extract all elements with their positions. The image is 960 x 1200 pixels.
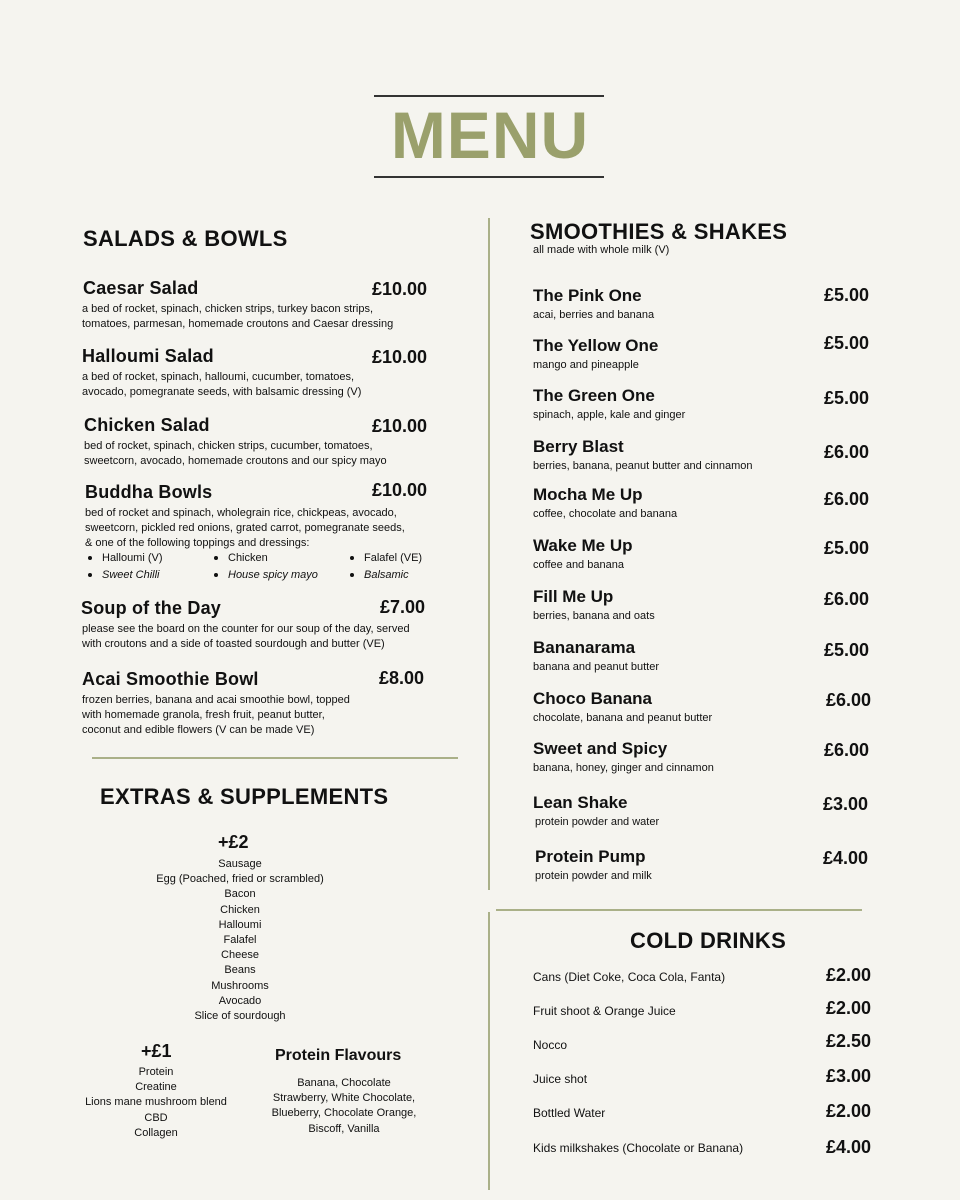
menu-item-halloumi-salad xyxy=(82,346,442,400)
buddha-options-col-1: Halloumi (V) Sweet Chilli xyxy=(88,550,163,584)
bullet-icon xyxy=(350,573,354,577)
smoothie-item: Mocha Me Up coffee, chocolate and banana £6.00 xyxy=(533,485,870,520)
extras-plus-one-list: Protein Creatine Lions mane mushroom blend CBD Collagen xyxy=(85,1066,227,1139)
bullet-icon xyxy=(214,556,218,560)
smoothie-item: Berry Blast berries, banana, peanut butter and cinnamon £6.00 xyxy=(533,437,870,472)
smoothie-price: £6.00 xyxy=(824,442,870,462)
column-divider xyxy=(488,218,490,890)
smoothie-item: Bananarama banana and peanut butter £5.00 xyxy=(533,638,870,673)
drink-price: £3.00 xyxy=(826,1066,872,1086)
drink-name: Fruit shoot & Orange Juice xyxy=(533,1004,676,1018)
item-name: Buddha Bowls xyxy=(85,482,213,502)
column-divider-lower xyxy=(488,912,490,1190)
page-title: MENU xyxy=(390,98,590,172)
item-price: £10.00 xyxy=(372,480,428,500)
smoothie-item: Lean Shake protein powder and water £3.00 xyxy=(533,793,869,828)
buddha-options-col-2: Chicken House spicy mayo xyxy=(214,550,318,584)
protein-flavours-list: Banana, Chocolate Strawberry, White Chocolate, Blueberry, Chocolate Orange, Biscoff, Vanilla xyxy=(271,1077,417,1135)
smoothie-price: £6.00 xyxy=(824,489,870,509)
smoothie-price: £3.00 xyxy=(823,794,869,814)
drink-price: £2.00 xyxy=(826,1101,872,1121)
smoothie-item: Wake Me Up coffee and banana £5.00 xyxy=(533,536,870,571)
extras-plus-one-price: +£1 xyxy=(141,1041,172,1061)
smoothie-price: £5.00 xyxy=(824,333,870,353)
drink-price: £2.00 xyxy=(826,965,872,985)
menu-item-buddha-bowls xyxy=(85,482,455,551)
smoothies-subheading: all made with whole milk (V) xyxy=(533,244,670,256)
protein-flavours-heading: Protein Flavours xyxy=(275,1047,402,1064)
salads-heading: SALADS & BOWLS xyxy=(83,226,288,251)
smoothie-item: The Yellow One mango and pineapple £5.00 xyxy=(533,333,870,371)
menu-item-soup-of-the-day xyxy=(81,598,461,652)
item-name: Halloumi Salad xyxy=(82,346,214,366)
item-description: a bed of rocket, spinach, halloumi, cucumber, tomatoes, avocado, pomegranate seeds, with balsamic dressing (V) xyxy=(82,371,362,398)
cold-drinks-heading: COLD DRINKS xyxy=(630,928,787,953)
item-description: frozen berries, banana and acai smoothie bowl, topped with homemade granola, fresh fruit, peanut butter, coconut and edible flowers (V can be made VE) xyxy=(82,694,350,736)
smoothie-price: £6.00 xyxy=(824,589,870,609)
drink-name: Kids milkshakes (Chocolate or Banana) xyxy=(533,1141,744,1155)
smoothie-item: Sweet and Spicy banana, honey, ginger and cinnamon £6.00 xyxy=(533,739,870,774)
item-name: Chicken Salad xyxy=(84,415,210,435)
item-description: bed of rocket, spinach, chicken strips, cucumber, tomatoes, sweetcorn, avocado, homemade croutons and our spicy mayo xyxy=(84,440,387,467)
item-name: Acai Smoothie Bowl xyxy=(82,669,259,689)
drink-name: Nocco xyxy=(533,1038,568,1052)
item-price: £10.00 xyxy=(372,279,428,299)
menu-item-caesar-salad xyxy=(82,278,442,332)
smoothie-price: £6.00 xyxy=(824,740,870,760)
item-price: £10.00 xyxy=(372,416,428,436)
smoothie-price: £4.00 xyxy=(823,848,869,868)
bullet-icon xyxy=(214,573,218,577)
title-bottom-rule xyxy=(374,176,604,178)
smoothie-price: £5.00 xyxy=(824,538,870,558)
drink-name: Juice shot xyxy=(533,1072,588,1086)
item-price: £8.00 xyxy=(379,668,425,688)
buddha-options-col-3: Falafel (VE) Balsamic xyxy=(350,550,422,584)
item-name: Caesar Salad xyxy=(83,278,199,298)
item-name: Soup of the Day xyxy=(81,598,222,618)
drink-price: £2.00 xyxy=(826,998,872,1018)
item-description: a bed of rocket, spinach, chicken strips, turkey bacon strips, tomatoes, parmesan, homemade croutons and Caesar dressing xyxy=(82,303,394,330)
item-price: £7.00 xyxy=(380,597,426,617)
menu-item-chicken-salad xyxy=(84,415,444,469)
drink-name: Cans (Diet Coke, Coca Cola, Fanta) xyxy=(533,970,726,984)
drink-price: £2.50 xyxy=(826,1031,872,1051)
smoothies-cold-divider xyxy=(496,909,862,911)
bullet-icon xyxy=(350,556,354,560)
item-price: £10.00 xyxy=(372,347,428,367)
salads-extras-divider xyxy=(92,757,458,759)
smoothies-heading: SMOOTHIES & SHAKES xyxy=(530,219,788,244)
bullet-icon xyxy=(88,556,92,560)
smoothie-item: The Pink One acai, berries and banana £5.00 xyxy=(533,285,870,321)
extras-plus-two-price: +£2 xyxy=(218,832,249,852)
smoothie-item: The Green One spinach, apple, kale and ginger £5.00 xyxy=(533,386,870,421)
menu-item-acai-smoothie-bowl xyxy=(82,669,462,738)
smoothie-price: £6.00 xyxy=(826,690,872,710)
smoothie-price: £5.00 xyxy=(824,285,870,305)
smoothie-price: £5.00 xyxy=(824,388,870,408)
extras-heading: EXTRAS & SUPPLEMENTS xyxy=(100,784,389,809)
drink-name: Bottled Water xyxy=(533,1106,606,1120)
smoothie-price: £5.00 xyxy=(824,640,870,660)
bullet-icon xyxy=(88,573,92,577)
smoothie-item: Fill Me Up berries, banana and oats £6.00 xyxy=(533,587,870,622)
smoothie-item: Choco Banana chocolate, banana and peanut butter £6.00 xyxy=(533,689,872,724)
item-description: bed of rocket and spinach, wholegrain rice, chickpeas, avocado, sweetcorn, pickled red onions, grated carrot, pomegranate seeds, & one of the following toppings and dressings: xyxy=(85,507,405,549)
drink-price: £4.00 xyxy=(826,1137,872,1157)
item-description: please see the board on the counter for our soup of the day, served with croutons and a side of toasted sourdough and butter (VE) xyxy=(82,623,410,650)
extras-plus-two-list: Sausage Egg (Poached, fried or scrambled) Bacon Chicken Halloumi Falafel Cheese Beans Mushrooms Avocado Slice of sourdough xyxy=(156,858,324,1023)
smoothie-item: Protein Pump protein powder and milk £4.00 xyxy=(535,847,869,882)
